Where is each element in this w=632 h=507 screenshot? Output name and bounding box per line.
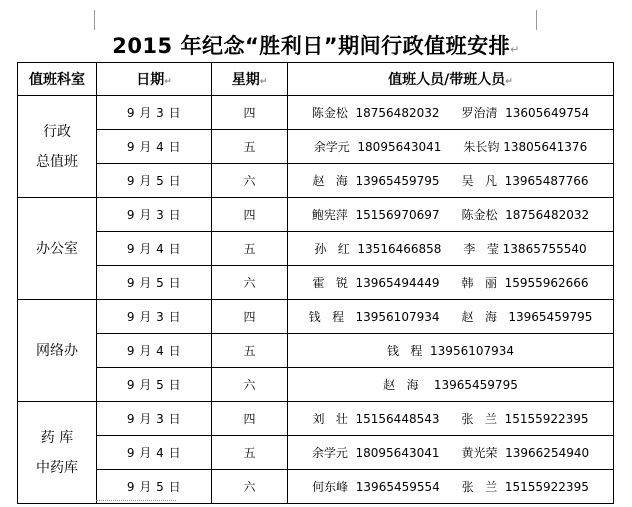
staff-cell xyxy=(288,266,614,300)
schedule-body xyxy=(18,96,614,504)
staff-entry: 赵 海 13965459795 xyxy=(383,378,518,392)
header-weekday-label: 星期 xyxy=(231,72,260,88)
date-cell: 9 月 4 日 xyxy=(97,130,212,164)
staff-entry: 陈金松 18756482032 xyxy=(311,106,440,120)
table-row xyxy=(18,130,614,164)
staff-cell xyxy=(288,470,614,504)
staff-cell xyxy=(288,130,614,164)
table-row xyxy=(18,470,614,504)
header-staff-label: 值班人员/带班人员 xyxy=(388,72,506,88)
weekday-cell: 五 xyxy=(212,334,288,368)
date-cell: 9 月 5 日 xyxy=(97,470,212,504)
weekday-cell: 五 xyxy=(212,436,288,470)
table-row xyxy=(18,232,614,266)
header-weekday xyxy=(212,63,288,96)
staff-cell xyxy=(288,164,614,198)
staff-entry: 张 兰 15155922395 xyxy=(461,412,589,426)
table-row xyxy=(18,198,614,232)
date-cell: 9 月 3 日 xyxy=(97,300,212,334)
weekday-cell: 六 xyxy=(212,368,288,402)
weekday-cell: 五 xyxy=(212,130,288,164)
weekday-cell: 四 xyxy=(212,96,288,130)
weekday-cell: 六 xyxy=(212,266,288,300)
staff-entry: 朱长钧 13805641376 xyxy=(463,140,588,154)
weekday-cell: 六 xyxy=(212,470,288,504)
staff-entry: 赵 海 13965459795 xyxy=(461,310,593,324)
header-date xyxy=(97,63,212,96)
weekday-cell: 六 xyxy=(212,164,288,198)
staff-entry: 赵 海 13965459795 xyxy=(312,174,440,188)
department-cell xyxy=(18,300,97,402)
paragraph-mark-icon: ↵ xyxy=(259,77,268,87)
table-row xyxy=(18,266,614,300)
department-cell xyxy=(18,198,97,300)
staff-cell xyxy=(288,96,614,130)
paragraph-mark-icon: ↵ xyxy=(510,43,520,56)
document-title xyxy=(0,30,632,62)
staff-entry: 李 莹 13865755540 xyxy=(463,242,587,256)
date-cell: 9 月 5 日 xyxy=(97,266,212,300)
staff-entry: 余学元 18095643041 xyxy=(313,140,442,154)
staff-entry: 钱 程 13956107934 xyxy=(386,344,515,358)
date-cell: 9 月 5 日 xyxy=(97,368,212,402)
date-cell: 9 月 4 日 xyxy=(97,232,212,266)
margin-corner-top-left xyxy=(94,10,95,30)
staff-entry: 韩 丽 15955962666 xyxy=(461,276,589,290)
header-date-label: 日期 xyxy=(136,72,165,88)
date-cell: 9 月 3 日 xyxy=(97,198,212,232)
title-text: 2015 年纪念“胜利日”期间行政值班安排 xyxy=(112,34,511,58)
department-cell xyxy=(18,96,97,198)
staff-cell xyxy=(288,198,614,232)
staff-cell xyxy=(288,368,614,402)
weekday-cell: 五 xyxy=(212,232,288,266)
department-name-line: 行政 xyxy=(43,123,71,140)
weekday-cell: 四 xyxy=(212,198,288,232)
page-bottom-marker xyxy=(96,500,176,505)
staff-entry: 何东峰 13965459554 xyxy=(312,480,440,494)
staff-entry: 刘 壮 15156448543 xyxy=(312,412,440,426)
weekday-cell: 四 xyxy=(212,402,288,436)
date-cell: 9 月 4 日 xyxy=(97,334,212,368)
staff-entry: 霍 锐 13965494449 xyxy=(312,276,440,290)
header-staff xyxy=(288,63,614,96)
table-row xyxy=(18,368,614,402)
department-name-line: 中药库 xyxy=(36,459,78,476)
staff-entry: 余学元 18095643041 xyxy=(311,446,440,460)
staff-entry: 张 兰 15155922395 xyxy=(461,480,589,494)
department-name-line: 药 库 xyxy=(40,429,74,446)
staff-entry: 鲍宪萍 15156970697 xyxy=(311,208,440,222)
margin-corner-top-right xyxy=(536,10,537,30)
header-row xyxy=(18,63,614,96)
staff-entry: 黄光荣 13966254940 xyxy=(461,446,590,460)
table-row xyxy=(18,300,614,334)
department-name-line: 网络办 xyxy=(36,342,78,359)
paragraph-mark-icon: ↵ xyxy=(164,77,172,87)
staff-entry: 吴 凡 13965487766 xyxy=(461,174,589,188)
staff-cell xyxy=(288,334,614,368)
staff-cell xyxy=(288,232,614,266)
date-cell: 9 月 4 日 xyxy=(97,436,212,470)
table-row xyxy=(18,334,614,368)
department-name-line: 总值班 xyxy=(36,153,78,170)
staff-cell xyxy=(288,436,614,470)
table-row xyxy=(18,402,614,436)
staff-entry: 陈金松 18756482032 xyxy=(461,208,590,222)
staff-cell xyxy=(288,300,614,334)
date-cell: 9 月 3 日 xyxy=(97,402,212,436)
duty-schedule-table xyxy=(17,62,614,504)
header-department: 值班科室 xyxy=(18,63,97,96)
weekday-cell: 四 xyxy=(212,300,288,334)
date-cell: 9 月 5 日 xyxy=(97,164,212,198)
table-row xyxy=(18,96,614,130)
staff-entry: 罗治清 13605649754 xyxy=(461,106,590,120)
table-row xyxy=(18,436,614,470)
table-row xyxy=(18,164,614,198)
staff-cell xyxy=(288,402,614,436)
staff-entry: 钱 程 13956107934 xyxy=(308,310,440,324)
department-name-line: 办公室 xyxy=(36,240,78,257)
department-cell xyxy=(18,402,97,504)
staff-entry: 孙 红 13516466858 xyxy=(314,242,442,256)
date-cell: 9 月 3 日 xyxy=(97,96,212,130)
paragraph-mark-icon: ↵ xyxy=(505,77,513,87)
